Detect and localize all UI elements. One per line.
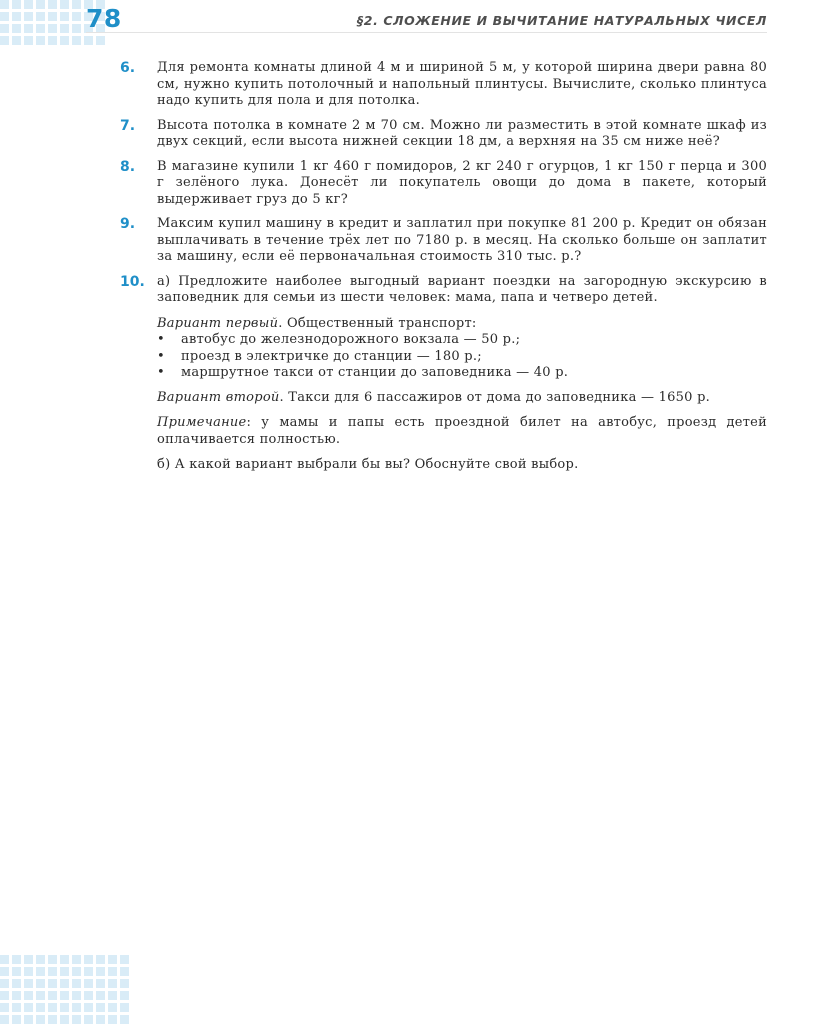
list-item: • проезд в электричке до станции — 180 р.; [157, 348, 482, 364]
page-number: 78 [86, 4, 122, 33]
list-item: • автобус до железнодорожного вокзала — 50 р.; [157, 332, 521, 347]
problem-text: В магазине купили 1 кг 460 г помидоров, 2 кг 240 г огурцов, 1 кг 150 г перца и 300 г зелёного лука. Донесёт ли покупатель овощи до дома в пакете, который выдерживает груз до 5 кг? [157, 158, 767, 207]
list-item: • маршрутное такси от станции до заповедника — 40 р. [157, 365, 569, 380]
problem-number: 6. [120, 60, 136, 76]
problem-10-part-a: а) Предложите наиболее выгодный вариант поездки на загородную экскурсию в заповедник для семьи из шести человек: мама, папа и четверо детей. [157, 273, 767, 305]
variant-two [157, 390, 767, 407]
problem-10-part-b: б) А какой вариант выбрали бы вы? Обоснуйте свой выбор. [157, 457, 579, 472]
problem-number: 9. [120, 216, 136, 232]
problem-7 [120, 118, 767, 151]
variant-two-label: Вариант второй [157, 389, 280, 405]
problem-text: Для ремонта комнаты длиной 4 м и шириной 5 м, у которой ширина двери равна 80 см, нужно купить потолочный и напольный плинтусы. Вычислите, сколько плинтуса надо купить для пола и для потолка. [157, 60, 767, 108]
bullet-icon: • [157, 332, 165, 347]
problem-9 [120, 216, 767, 266]
variant-one [157, 316, 767, 382]
variant-one-text: . Общественный транспорт: [278, 315, 477, 331]
transport-list [157, 332, 767, 382]
problem-6 [120, 60, 767, 110]
variant-two-text: . Такси для 6 пассажиров от дома до заповедника — 1650 р. [279, 389, 711, 405]
problem-number: 10. [120, 273, 145, 290]
header-divider [86, 32, 767, 33]
problem-number: 7. [120, 117, 136, 134]
variant-one-label: Вариант первый [157, 315, 279, 331]
bullet-icon: • [157, 365, 165, 380]
problem-text: Максим купил машину в кредит и заплатил при покупке 81 200 р. Кредит он обязан выплачивать в течение трёх лет по 7180 р. в месяц. На сколько больше он заплатит за машину, если её первоначальная стоимость 310 тыс. р.? [157, 216, 767, 264]
bullet-icon: • [157, 348, 165, 364]
note-label: Примечание [157, 415, 247, 430]
exercise-list [120, 60, 767, 482]
problem-10 [120, 274, 767, 474]
running-head: §2. СЛОЖЕНИЕ И ВЫЧИТАНИЕ НАТУРАЛЬНЫХ ЧИСЕЛ [356, 13, 767, 28]
problem-number: 8. [120, 158, 136, 175]
problem-8 [120, 159, 767, 209]
problem-text: Высота потолка в комнате 2 м 70 см. Можно ли разместить в этой комнате шкаф из двух секций, если высота нижней секции 18 дм, а верхняя на 35 см ниже неё? [157, 117, 767, 149]
note [157, 415, 767, 448]
note-text: : у мамы и папы есть проездной билет на автобус, проезд детей оплачивается полностью. [157, 415, 767, 447]
corner-tile-pattern-bottom [0, 955, 129, 1024]
